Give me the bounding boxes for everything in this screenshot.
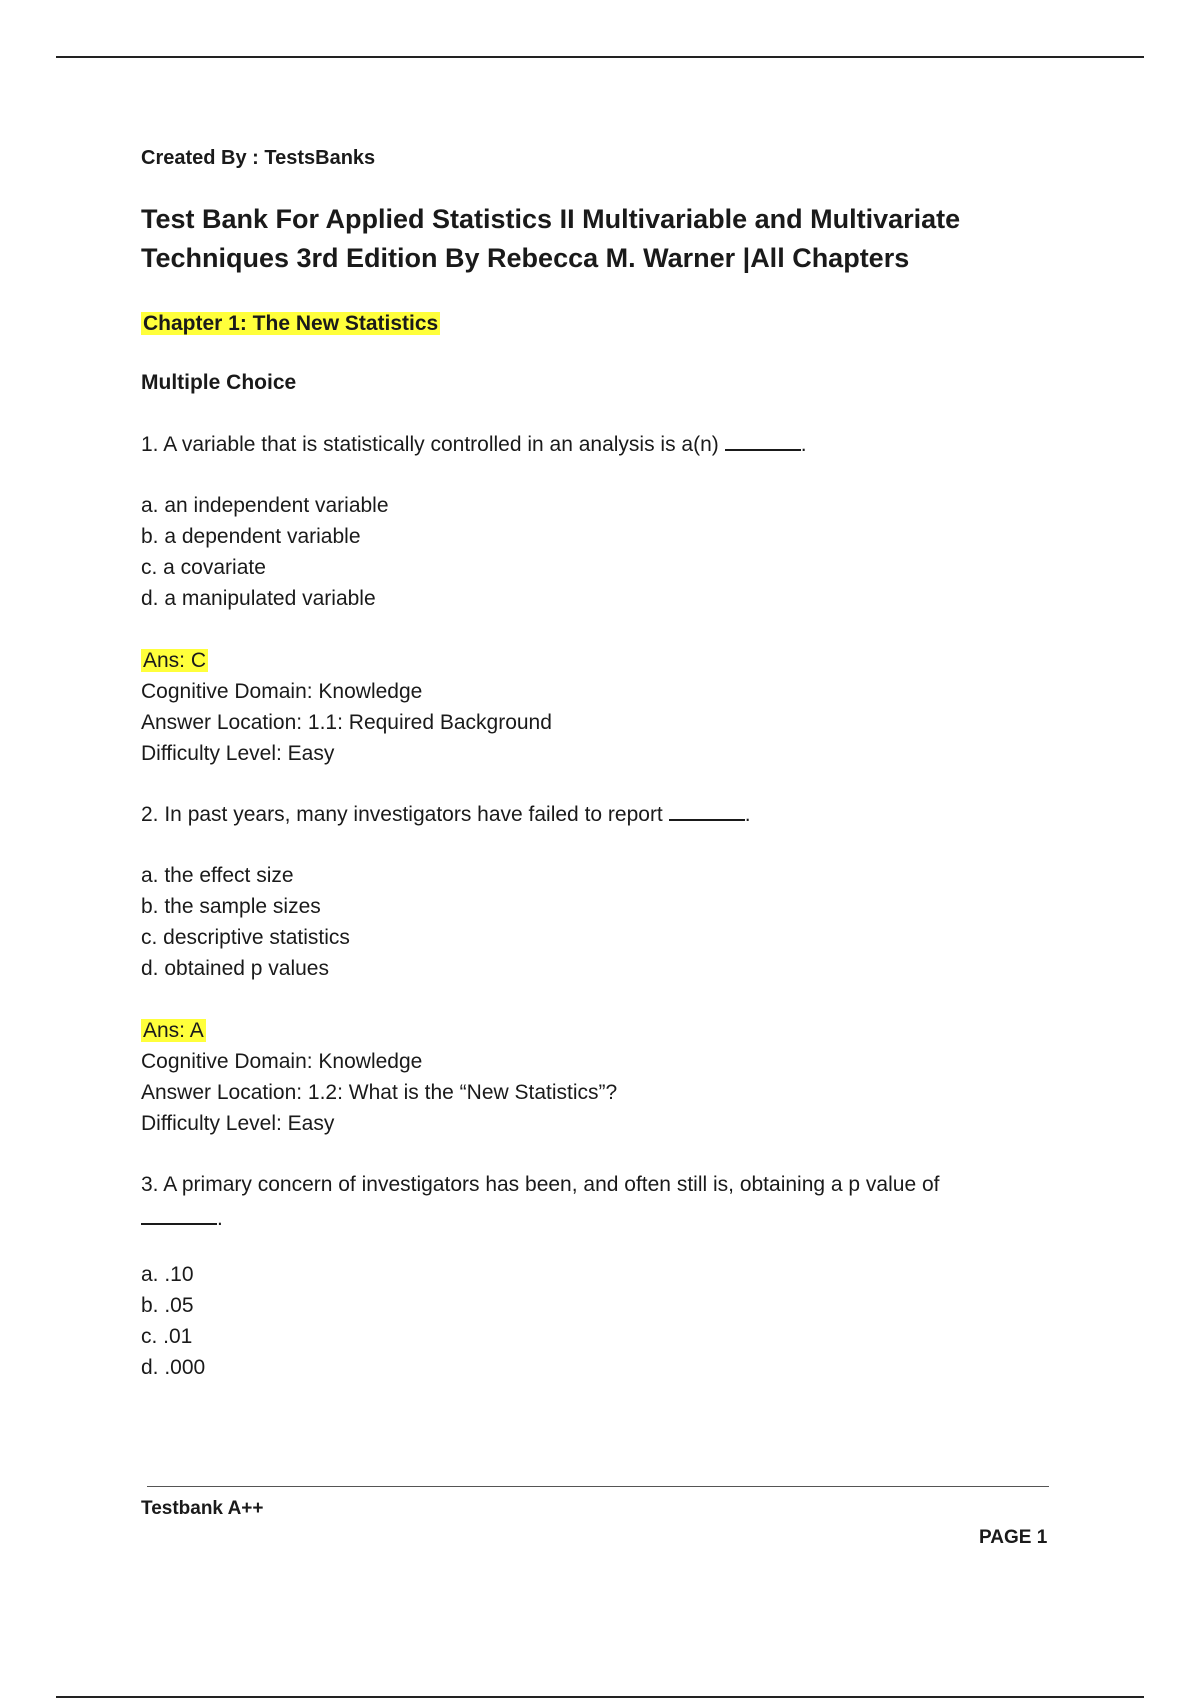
question-3-options <box>141 1259 1061 1383</box>
question-3-option-b: b. .05 <box>141 1294 194 1317</box>
footer-rule <box>147 1486 1049 1487</box>
question-3-option-d: d. .000 <box>141 1356 206 1379</box>
section-heading: Multiple Choice <box>141 371 297 394</box>
top-rule <box>56 56 1144 58</box>
question-1-options <box>141 490 1061 614</box>
page-number: PAGE 1 <box>979 1527 1048 1548</box>
bottom-rule <box>56 1696 1144 1698</box>
question-2-domain: Cognitive Domain: Knowledge <box>141 1050 423 1073</box>
question-2-location: Answer Location: 1.2: What is the “New Statistics”? <box>141 1081 618 1104</box>
question-1-answer-block <box>141 645 1061 769</box>
title-line-1: Test Bank For Applied Statistics II Multivariable and Multivariate <box>141 204 961 234</box>
question-2-option-a: a. the effect size <box>141 864 294 887</box>
question-2-options <box>141 860 1061 984</box>
footer-label: Testbank A++ <box>141 1498 264 1519</box>
creator-line: Created By : TestsBanks <box>141 147 376 169</box>
question-2-answer-block <box>141 1015 1061 1139</box>
question-2-difficulty: Difficulty Level: Easy <box>141 1112 335 1135</box>
question-1-domain: Cognitive Domain: Knowledge <box>141 680 423 703</box>
question-2-option-d: d. obtained p values <box>141 957 329 980</box>
chapter-heading-text: Chapter 1: The New Statistics <box>143 312 439 335</box>
question-1-option-a: a. an independent variable <box>141 494 389 517</box>
question-3 <box>141 1169 1061 1235</box>
question-1-answer <box>141 645 1061 676</box>
question-2-option-c: c. descriptive statistics <box>141 926 350 949</box>
question-3-blank <box>141 1205 217 1225</box>
question-2-answer-text: Ans: A <box>143 1019 204 1042</box>
question-3-blank-line: . <box>141 1203 1061 1235</box>
question-1-difficulty: Difficulty Level: Easy <box>141 742 335 765</box>
question-1-text: 1. A variable that is statistically controlled in an analysis is a(n) <box>141 433 719 456</box>
question-2-answer <box>141 1015 1061 1046</box>
question-2-text: 2. In past years, many investigators have failed to report <box>141 803 663 826</box>
document-body <box>141 140 1061 1383</box>
question-1-option-d: d. a manipulated variable <box>141 587 376 610</box>
question-1-option-b: b. a dependent variable <box>141 525 361 548</box>
question-3-text: 3. A primary concern of investigators has been, and often still is, obtaining a p value of <box>141 1173 940 1196</box>
question-1-answer-text: Ans: C <box>143 649 207 672</box>
question-1-location: Answer Location: 1.1: Required Background <box>141 711 552 734</box>
question-3-option-a: a. .10 <box>141 1263 194 1286</box>
title-line-2: Techniques 3rd Edition By Rebecca M. Warner |All Chapters <box>141 243 910 273</box>
question-3-option-c: c. .01 <box>141 1325 193 1348</box>
question-1: 1. A variable that is statistically controlled in an analysis is a(n) . <box>141 433 807 456</box>
question-1-blank <box>725 435 801 451</box>
question-2: 2. In past years, many investigators have failed to report . <box>141 803 751 826</box>
document-title <box>141 200 1061 278</box>
question-1-option-c: c. a covariate <box>141 556 266 579</box>
question-2-blank <box>669 805 745 821</box>
question-2-option-b: b. the sample sizes <box>141 895 321 918</box>
chapter-heading <box>141 308 1061 340</box>
